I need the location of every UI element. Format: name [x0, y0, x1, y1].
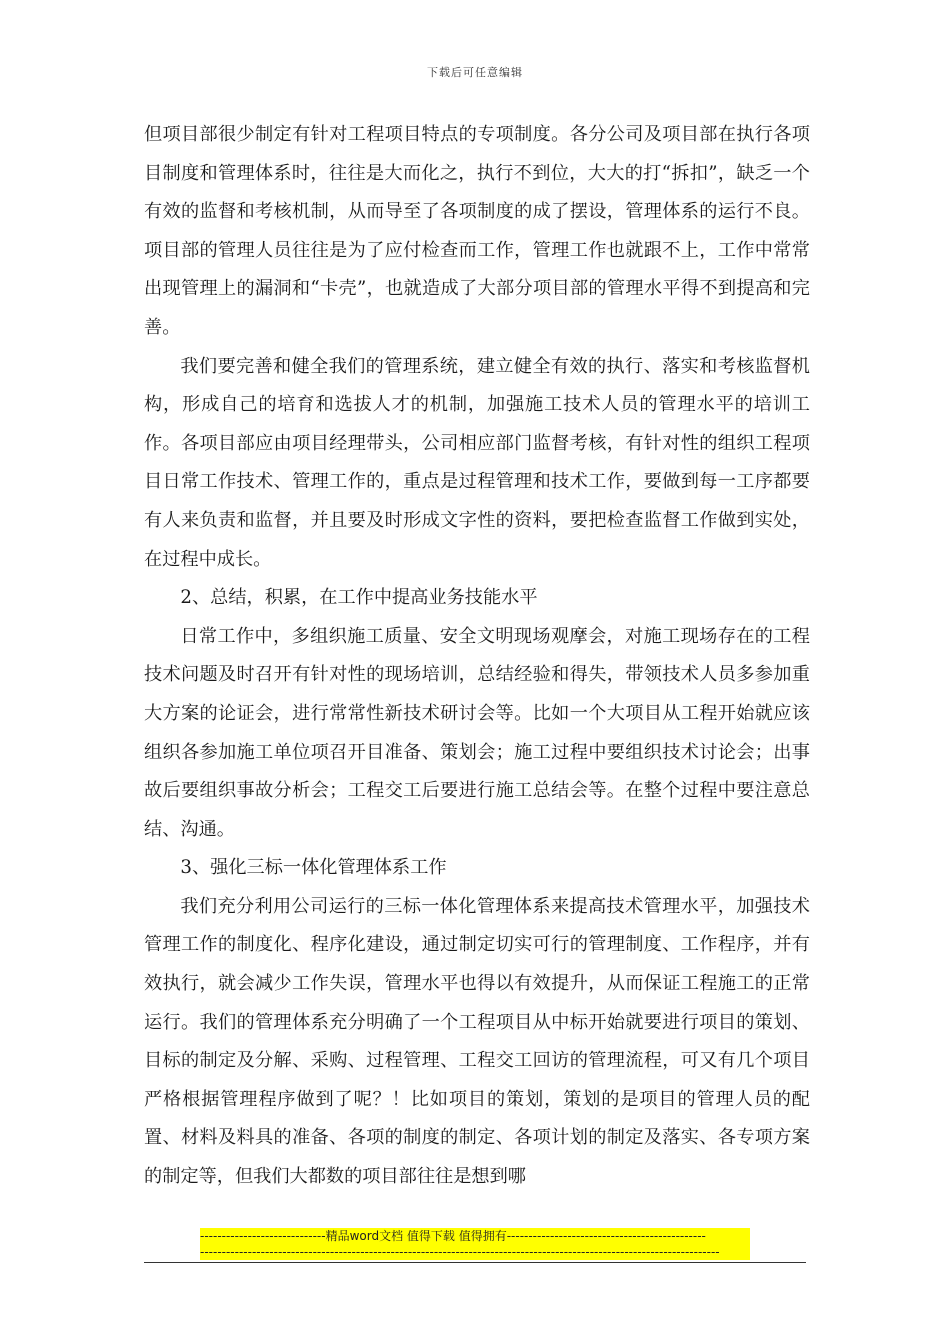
paragraph: 日常工作中，多组织施工质量、安全文明现场观摩会，对施工现场存在的工程技术问题及时召开有针对性的现场培训，总结经验和得失，带领技术人员多参加重大方案的论证会，进行常常性新技术研讨会等。比如一个大项目从工程开始就应该组织各参加施工单位项召开目准备、策划会；施工过程中要组织技术讨论会；出事故后要组织事故分析会；工程交工后要进行施工总结会等。在整个过程中要注意总结、沟通。	[144, 625, 810, 840]
footer-banner-line: -----------------------------精品word文档 值得下载 值得拥有----------------------------------------------	[200, 1229, 706, 1243]
page-header: 下载后可任意编辑	[427, 66, 523, 79]
section-heading: 2、总结，积累，在工作中提高业务技能水平	[180, 587, 538, 609]
footer-divider	[144, 1262, 806, 1263]
paragraph: 我们充分利用公司运行的三标一体化管理体系来提高技术管理水平，加强技术管理工作的制度化、程序化建设，通过制定切实可行的管理制度、工作程序，并有效执行，就会减少工作失误，管理水平也得以有效提升，从而保证工程施工的正常运行。我们的管理体系充分明确了一个工程项目从中标开始就要进行项目的策划、目标的制定及分解、采购、过程管理、工程交工回访的管理流程，可又有几个项目严格根据管理程序做到了呢？！比如项目的策划，策划的是项目的管理人员的配置、材料及料具的准备、各项的制度的制定、各项计划的制定及落实、各专项方案的制定等，但我们大都数的项目部往往是想到哪	[144, 895, 810, 1188]
paragraph: 但项目部很少制定有针对工程项目特点的专项制度。各分公司及项目部在执行各项目制度和管理体系时，往往是大而化之，执行不到位，大大的打“拆扣”，缺乏一个有效的监督和考核机制，从而导至了各项制度的成了摆设，管理体系的运行不良。项目部的管理人员往往是为了应付检查而工作，管理工作也就跟不上，工作中常常出现管理上的漏洞和“卡壳”，也就造成了大部分项目部的管理水平得不到提高和完善。	[144, 124, 810, 338]
paragraph: 我们要完善和健全我们的管理系统，建立健全有效的执行、落实和考核监督机构，形成自己的培育和选拔人才的机制，加强施工技术人员的管理水平的培训工作。各项目部应由项目经理带头，公司相应部门监督考核，有针对性的组织工程项目日常工作技术、管理工作的，重点是过程管理和技术工作，要做到每一工序都要有人来负责和监督，并且要及时形成文字性的资料，要把检查监督工作做到实处，在过程中成长。	[144, 355, 810, 570]
footer-banner	[200, 1228, 750, 1260]
footer-banner-line: ------------------------------------------------------------------------------------------------------------------------	[200, 1245, 720, 1259]
section-heading: 3、强化三标一体化管理体系工作	[180, 857, 447, 879]
document-body	[144, 116, 810, 1197]
